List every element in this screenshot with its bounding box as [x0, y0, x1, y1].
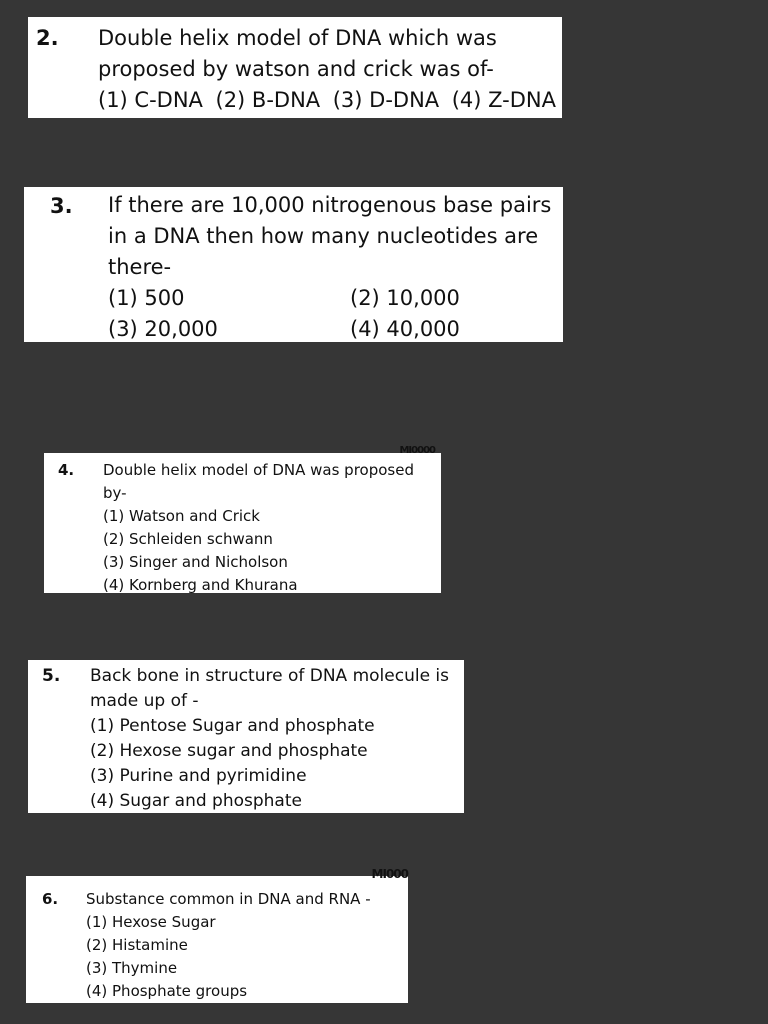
option-2: (2) Schleiden schwann	[103, 530, 273, 548]
options-row	[98, 85, 556, 116]
question-text-line: proposed by watson and crick was of-	[98, 57, 494, 81]
question-text-line: Back bone in structure of DNA molecule is	[90, 666, 450, 686]
question-text-line: in a DNA then how many nucleotides are	[108, 224, 539, 248]
option-3: (3) Purine and pyrimidine	[90, 766, 307, 786]
option-3: (3) Singer and Nicholson	[103, 553, 288, 571]
question-text-line: by-	[103, 484, 127, 502]
question-body	[98, 23, 556, 116]
option-2: (2) 10,000	[350, 286, 460, 310]
option-2: (2) B-DNA	[215, 88, 321, 112]
question-number: 6.	[42, 890, 59, 908]
question-body	[103, 459, 438, 597]
source-marker: MI000	[371, 867, 408, 881]
options-row	[108, 314, 561, 345]
question-text-line	[98, 23, 556, 54]
question-number: 2.	[36, 26, 59, 50]
option-1: (1) Pentose Sugar and phosphate	[90, 716, 375, 736]
option-1: (1) Hexose Sugar	[86, 913, 216, 931]
option-3: (3) 20,000	[108, 317, 218, 341]
option-2: (2) Hexose sugar and phosphate	[90, 741, 368, 761]
question-body	[108, 190, 561, 345]
question-card-4	[44, 445, 441, 594]
option-1: (1) 500	[108, 286, 185, 310]
option-4: (4) Sugar and phosphate	[90, 791, 302, 811]
option-4: (4) 40,000	[350, 317, 460, 341]
question-body	[90, 664, 454, 814]
question-body	[86, 888, 404, 1003]
option-4: (4) Phosphate groups	[86, 982, 248, 1000]
option-1: (1) C-DNA	[98, 88, 203, 112]
options-row	[108, 283, 561, 314]
option-4: (4) Kornberg and Khurana	[103, 576, 298, 594]
question-text-line: made up of -	[90, 691, 199, 711]
option-4: (4) Z-DNA	[451, 88, 556, 112]
option-3: (3) D-DNA	[332, 88, 440, 112]
question-text-line: Substance common in DNA and RNA -	[86, 890, 371, 908]
question-text-line: there-	[108, 255, 172, 279]
question-number: 3.	[50, 194, 73, 218]
question-text-line: If there are 10,000 nitrogenous base pairs	[108, 193, 552, 217]
question-number: 5.	[42, 666, 61, 686]
question-text: Double helix model of DNA which was	[98, 26, 497, 50]
question-card-2	[28, 17, 562, 118]
option-2: (2) Histamine	[86, 936, 188, 954]
option-3: (3) Thymine	[86, 959, 178, 977]
question-card-6	[26, 867, 408, 1003]
question-card-5	[28, 660, 464, 813]
question-number: 4.	[58, 461, 75, 479]
question-card-3	[24, 187, 563, 342]
question-text-line: Double helix model of DNA was proposed	[103, 461, 414, 479]
option-1: (1) Watson and Crick	[103, 507, 260, 525]
source-marker: MI0000	[399, 445, 435, 456]
